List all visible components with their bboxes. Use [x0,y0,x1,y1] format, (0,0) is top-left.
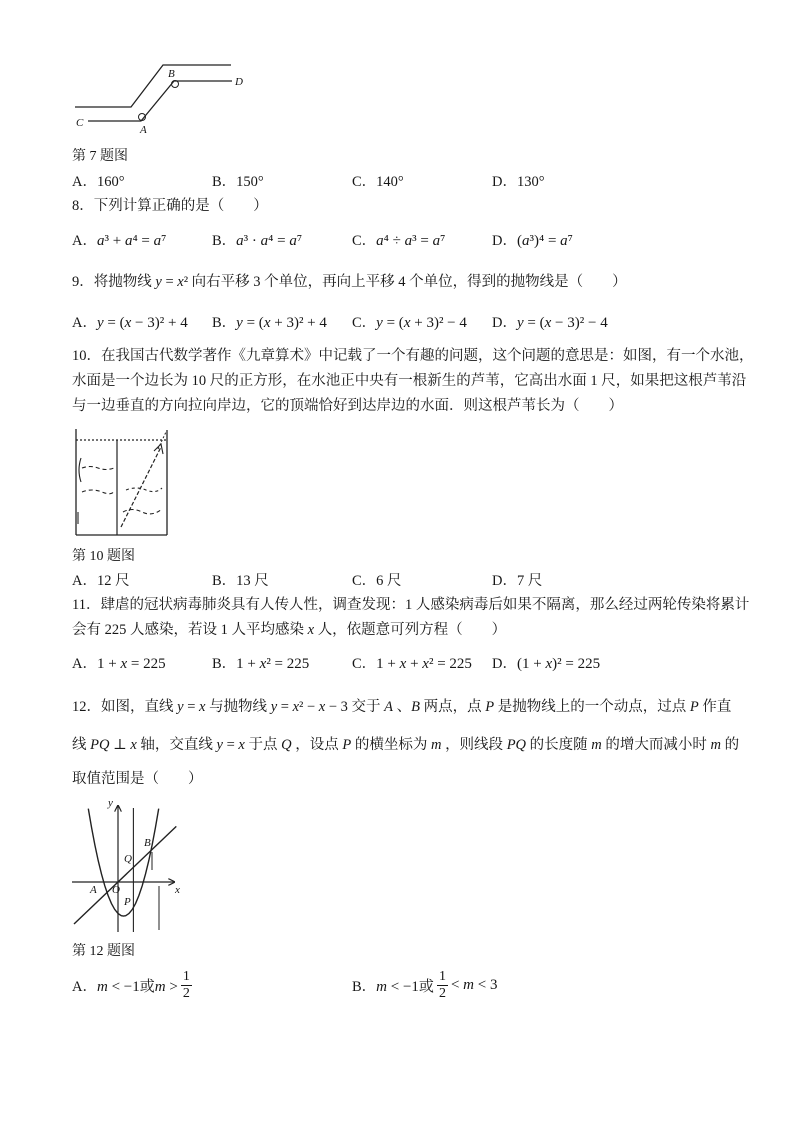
option-d [492,570,542,592]
option-label: A． [72,656,97,672]
water-ripple [123,509,162,514]
label-q: Q [124,853,132,865]
option-label: D． [492,233,517,249]
water-ripple [82,467,114,470]
option-text: (a³)⁴ = a⁷ [516,233,573,249]
option-label: B． [352,978,377,995]
option-c [352,653,472,675]
figure-caption-q10: 第 10 题图 [72,549,135,564]
figure-q12 [68,795,186,935]
label-b: B [168,68,175,80]
option-text: m < −1或m > [96,978,178,995]
fraction-numerator: 1 [182,968,190,984]
option-label: C． [352,573,377,589]
option-label: D． [492,573,517,589]
question-10-stem-line: 水面是一个边长为 10 尺的正方形，在水池正中央有一根新生的芦苇，它高出水面 1 尺，如果把这根芦苇沿 [72,373,747,389]
fraction-denominator: 2 [182,985,190,1001]
label-x: x [175,884,180,896]
option-label: A． [72,233,97,249]
label-b: B [144,837,151,849]
option-label: B． [212,233,237,249]
figure-caption-q12: 第 12 题图 [72,944,135,959]
option-label: D． [492,656,517,672]
option-d [492,312,608,334]
reed-pulled [121,447,161,527]
options-q9 [0,312,794,334]
label-c: C [76,117,84,129]
question-9-stem: 9．将抛物线 y = x² 向右平移 3 个单位，再向上平移 4 个单位，得到的抛物线是（ ） [72,274,627,290]
option-text: 12 尺 [96,573,130,589]
label-a: A [90,884,97,896]
option-text: 6 尺 [376,573,402,589]
option-text: y = (x − 3)² − 4 [516,315,608,331]
line-y-equals-x [74,826,176,924]
options-q12 [0,965,794,1005]
option-b [212,171,264,193]
option-text: 7 尺 [516,573,543,589]
question-12-stem-line: 线 PQ ⊥ x 轴，交直线 y = x 于点 Q ，设点 P 的横坐标为 m ，则线段 PQ 的长度随 m 的增大而减小时 m 的 [72,737,740,753]
option-label: B． [212,174,237,190]
option-text: m < −1或 [376,978,434,995]
option-label: C． [352,315,377,331]
option-text: 150° [236,174,264,190]
option-text: 140° [376,174,404,190]
option-b [212,570,269,592]
option-a [72,171,125,193]
road-upper-edge [75,65,231,107]
option-label: B． [212,573,237,589]
option-text: 1 + x + x² = 225 [376,656,472,672]
figure-q10 [70,424,175,539]
option-a [72,653,166,675]
fraction-denominator: 2 [438,985,446,1001]
option-a [72,230,166,252]
label-d: D [235,76,243,88]
question-10-stem-line: 与一边垂直的方向拉向岸边，它的顶端恰好到达岸边的水面．则这根芦苇长为（ ） [72,398,623,414]
fraction-numerator: 1 [438,968,446,984]
option-label: B． [212,656,237,672]
option-c [352,570,402,592]
option-text: 160° [96,174,125,190]
option-text: y = (x + 3)² − 4 [376,315,467,331]
option-a [72,965,195,1005]
option-text: 1 + x = 225 [96,656,166,672]
label-a: A [140,124,147,136]
option-c [352,312,467,334]
options-q11 [0,653,794,675]
option-label: A． [72,573,97,589]
option-label: A． [72,315,97,331]
question-10-stem-line: 10．在我国古代数学著作《九章算术》中记载了一个有趣的问题，这个问题的意思是：如图，有一个水池， [72,348,754,364]
option-b [352,965,497,1005]
options-q7 [0,171,794,193]
question-12-stem-line: 12．如图，直线 y = x 与抛物线 y = x² − x − 3 交于 A 、B 两点，点 P 是抛物线上的一个动点，过点 P 作直 [72,699,732,715]
road-lower-edge [88,81,232,121]
option-label: A． [72,174,97,190]
question-8-stem: 8．下列计算正确的是（ ） [72,198,268,214]
label-y: y [108,797,113,809]
option-label: A． [72,978,97,995]
option-label: B． [212,315,237,331]
figure-q7 [70,55,250,140]
option-b [212,312,327,334]
label-p: P [124,896,131,908]
option-label: C． [352,656,377,672]
fraction [437,969,448,1002]
option-b [212,653,309,675]
fraction [181,969,192,1002]
option-a [72,312,188,334]
options-q8 [0,230,794,252]
option-text: 1 + x² = 225 [236,656,310,672]
question-11-stem-line: 11．肆虐的冠状病毒肺炎具有人传人性，调查发现：1 人感染病毒后如果不隔离，那么经过两轮传染将累计 [72,597,750,613]
option-d [492,171,545,193]
option-text: a³ + a⁴ = a⁷ [96,233,167,249]
option-c [352,171,404,193]
option-d [492,653,600,675]
option-label: C． [352,174,377,190]
option-d [492,230,573,252]
option-label: D． [492,315,517,331]
label-o: O [112,884,120,896]
question-12-stem-line: 取值范围是（ ） [72,771,203,787]
option-text: a⁴ ÷ a³ = a⁷ [376,233,446,249]
option-a [72,570,130,592]
wall-mark [79,458,81,482]
option-text: y = (x + 3)² + 4 [236,315,327,331]
option-text-tail: < m < 3 [450,976,498,993]
water-ripple [126,488,162,492]
option-text: y = (x − 3)² + 4 [96,315,188,331]
water-ripple [82,490,114,494]
option-text: 13 尺 [236,573,269,589]
option-text: 130° [516,174,545,190]
options-q10 [0,570,794,592]
option-text: (1 + x)² = 225 [516,656,601,672]
option-b [212,230,302,252]
option-label: D． [492,174,517,190]
figure-caption-q7: 第 7 题图 [72,149,128,164]
question-11-stem-line: 会有 225 人感染，若设 1 人平均感染 x 人，依题意可列方程（ ） [72,622,507,638]
option-c [352,230,445,252]
option-text: a³ · a⁴ = a⁷ [236,233,303,249]
option-label: C． [352,233,377,249]
